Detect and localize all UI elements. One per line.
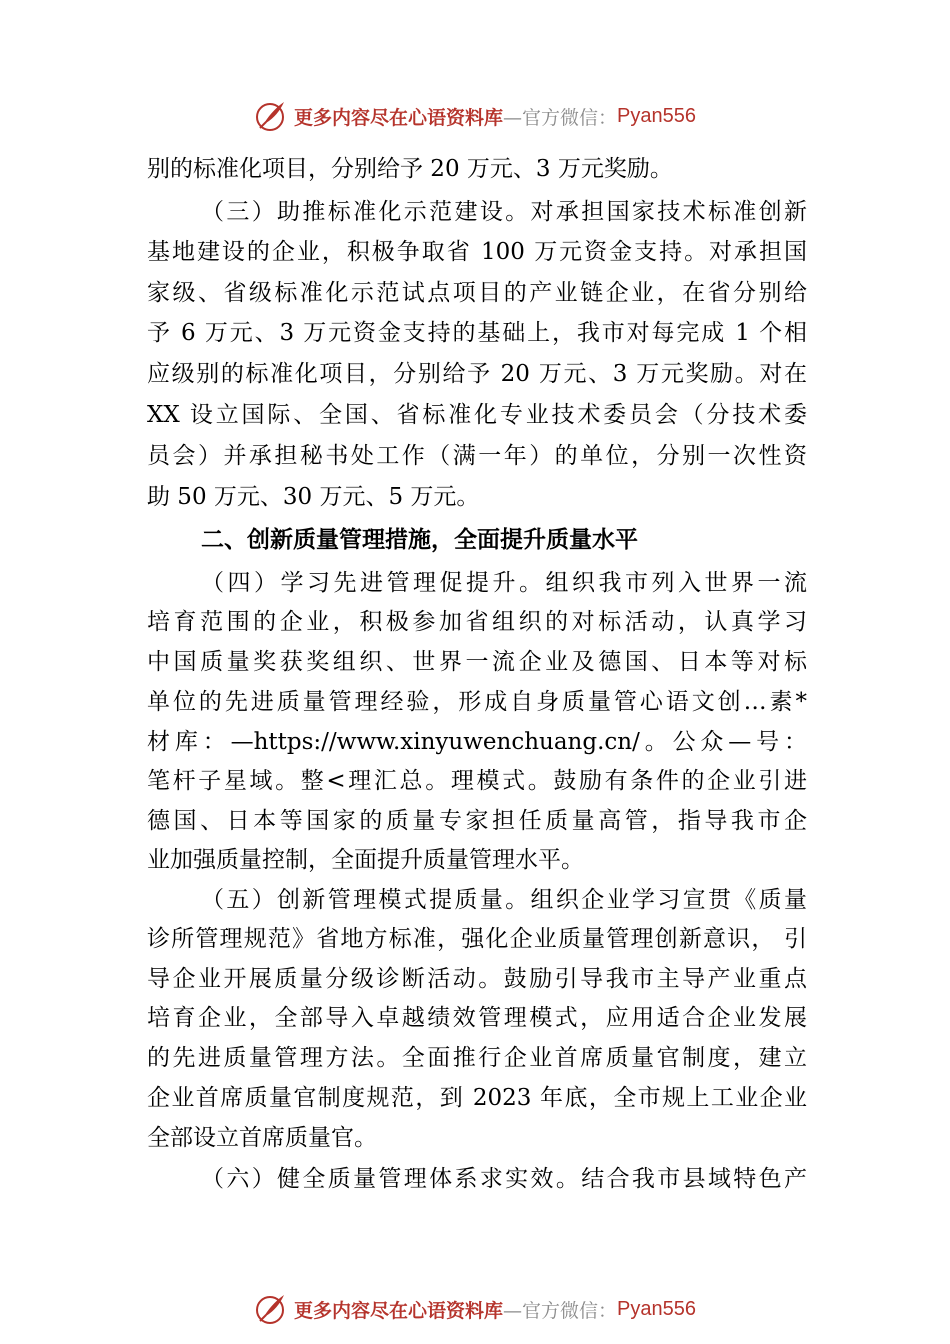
paragraph-line: 全部设立首席质量官。 [147, 1125, 377, 1151]
paragraph-line: （五）创新管理模式提质量。组织企业学习宣贯《质量 [201, 887, 807, 913]
paragraph-line: （四）学习先进管理促提升。组织我市列入世界一流 [201, 570, 807, 596]
paragraph-line: 单位的先进质量管理经验，形成自身质量管心语文创…素* [147, 689, 807, 715]
banner-wechat-label: —官方微信： [503, 106, 618, 129]
paragraph-line: 中国质量奖获奖组织、世界一流企业及德国、日本等对标 [147, 649, 807, 675]
footer-banner [0, 1289, 950, 1329]
paragraph-line: 应级别的标准化项目，分别给予 20 万元、3 万元奖励。对在 [147, 361, 807, 387]
paragraph-line: 业加强质量控制，全面提升质量管理水平。 [147, 847, 584, 873]
paragraph-line: 家级、省级标准化示范试点项目的产业链企业，在省分别给 [147, 280, 807, 306]
banner-wechat-label: —官方微信： [503, 1299, 618, 1322]
paragraph-line: 予 6 万元、3 万元资金支持的基础上，我市对每完成 1 个相 [147, 320, 807, 346]
paragraph-line: XX 设立国际、全国、省标准化专业技术委员会（分技术委 [147, 402, 807, 428]
quill-logo-icon [254, 1292, 288, 1326]
paragraph-line: 导企业开展质量分级诊断活动。鼓励引导我市主导产业重点 [147, 966, 807, 992]
banner-brand-text: 更多内容尽在心语资料库 [294, 1299, 504, 1322]
paragraph-line: 笔杆子星域。整<理汇总。理模式。鼓励有条件的企业引进 [147, 768, 807, 794]
section-heading: 二、创新质量管理措施，全面提升质量水平 [201, 527, 638, 553]
paragraph-line: 企业首席质量官制度规范，到 2023 年底，全市规上工业企业 [147, 1085, 807, 1111]
paragraph-line: 助 50 万元、30 万元、5 万元。 [147, 484, 480, 510]
banner-wechat-account: Pyan556 [617, 104, 696, 127]
quill-logo-icon [254, 99, 288, 133]
paragraph-line: 培育范围的企业，积极参加省组织的对标活动，认真学习 [147, 609, 807, 635]
paragraph-line: 材库：—https://www.xinyuwenchuang.cn/。公众—号： [147, 729, 807, 755]
paragraph-line: 基地建设的企业，积极争取省 100 万元资金支持。对承担国 [147, 239, 807, 265]
paragraph-line: 员会）并承担秘书处工作（满一年）的单位，分别一次性资 [147, 443, 807, 469]
paragraph-line: （六）健全质量管理体系求实效。结合我市县域特色产 [201, 1166, 807, 1192]
banner-brand-text: 更多内容尽在心语资料库 [294, 106, 504, 129]
paragraph-line: 培育企业，全部导入卓越绩效管理模式，应用适合企业发展 [147, 1005, 807, 1031]
paragraph-line: 诊所管理规范》省地方标准，强化企业质量管理创新意识， 引 [147, 926, 807, 952]
paragraph-line: 的先进质量管理方法。全面推行企业首席质量官制度，建立 [147, 1045, 807, 1071]
paragraph-line: （三）助推标准化示范建设。对承担国家技术标准创新 [201, 199, 807, 225]
header-banner [0, 96, 950, 136]
banner-wechat-account: Pyan556 [617, 1297, 696, 1320]
paragraph-line: 德国、日本等国家的质量专家担任质量高管，指导我市企 [147, 808, 807, 834]
paragraph-line: 别的标准化项目，分别给予 20 万元、3 万元奖励。 [147, 156, 673, 182]
